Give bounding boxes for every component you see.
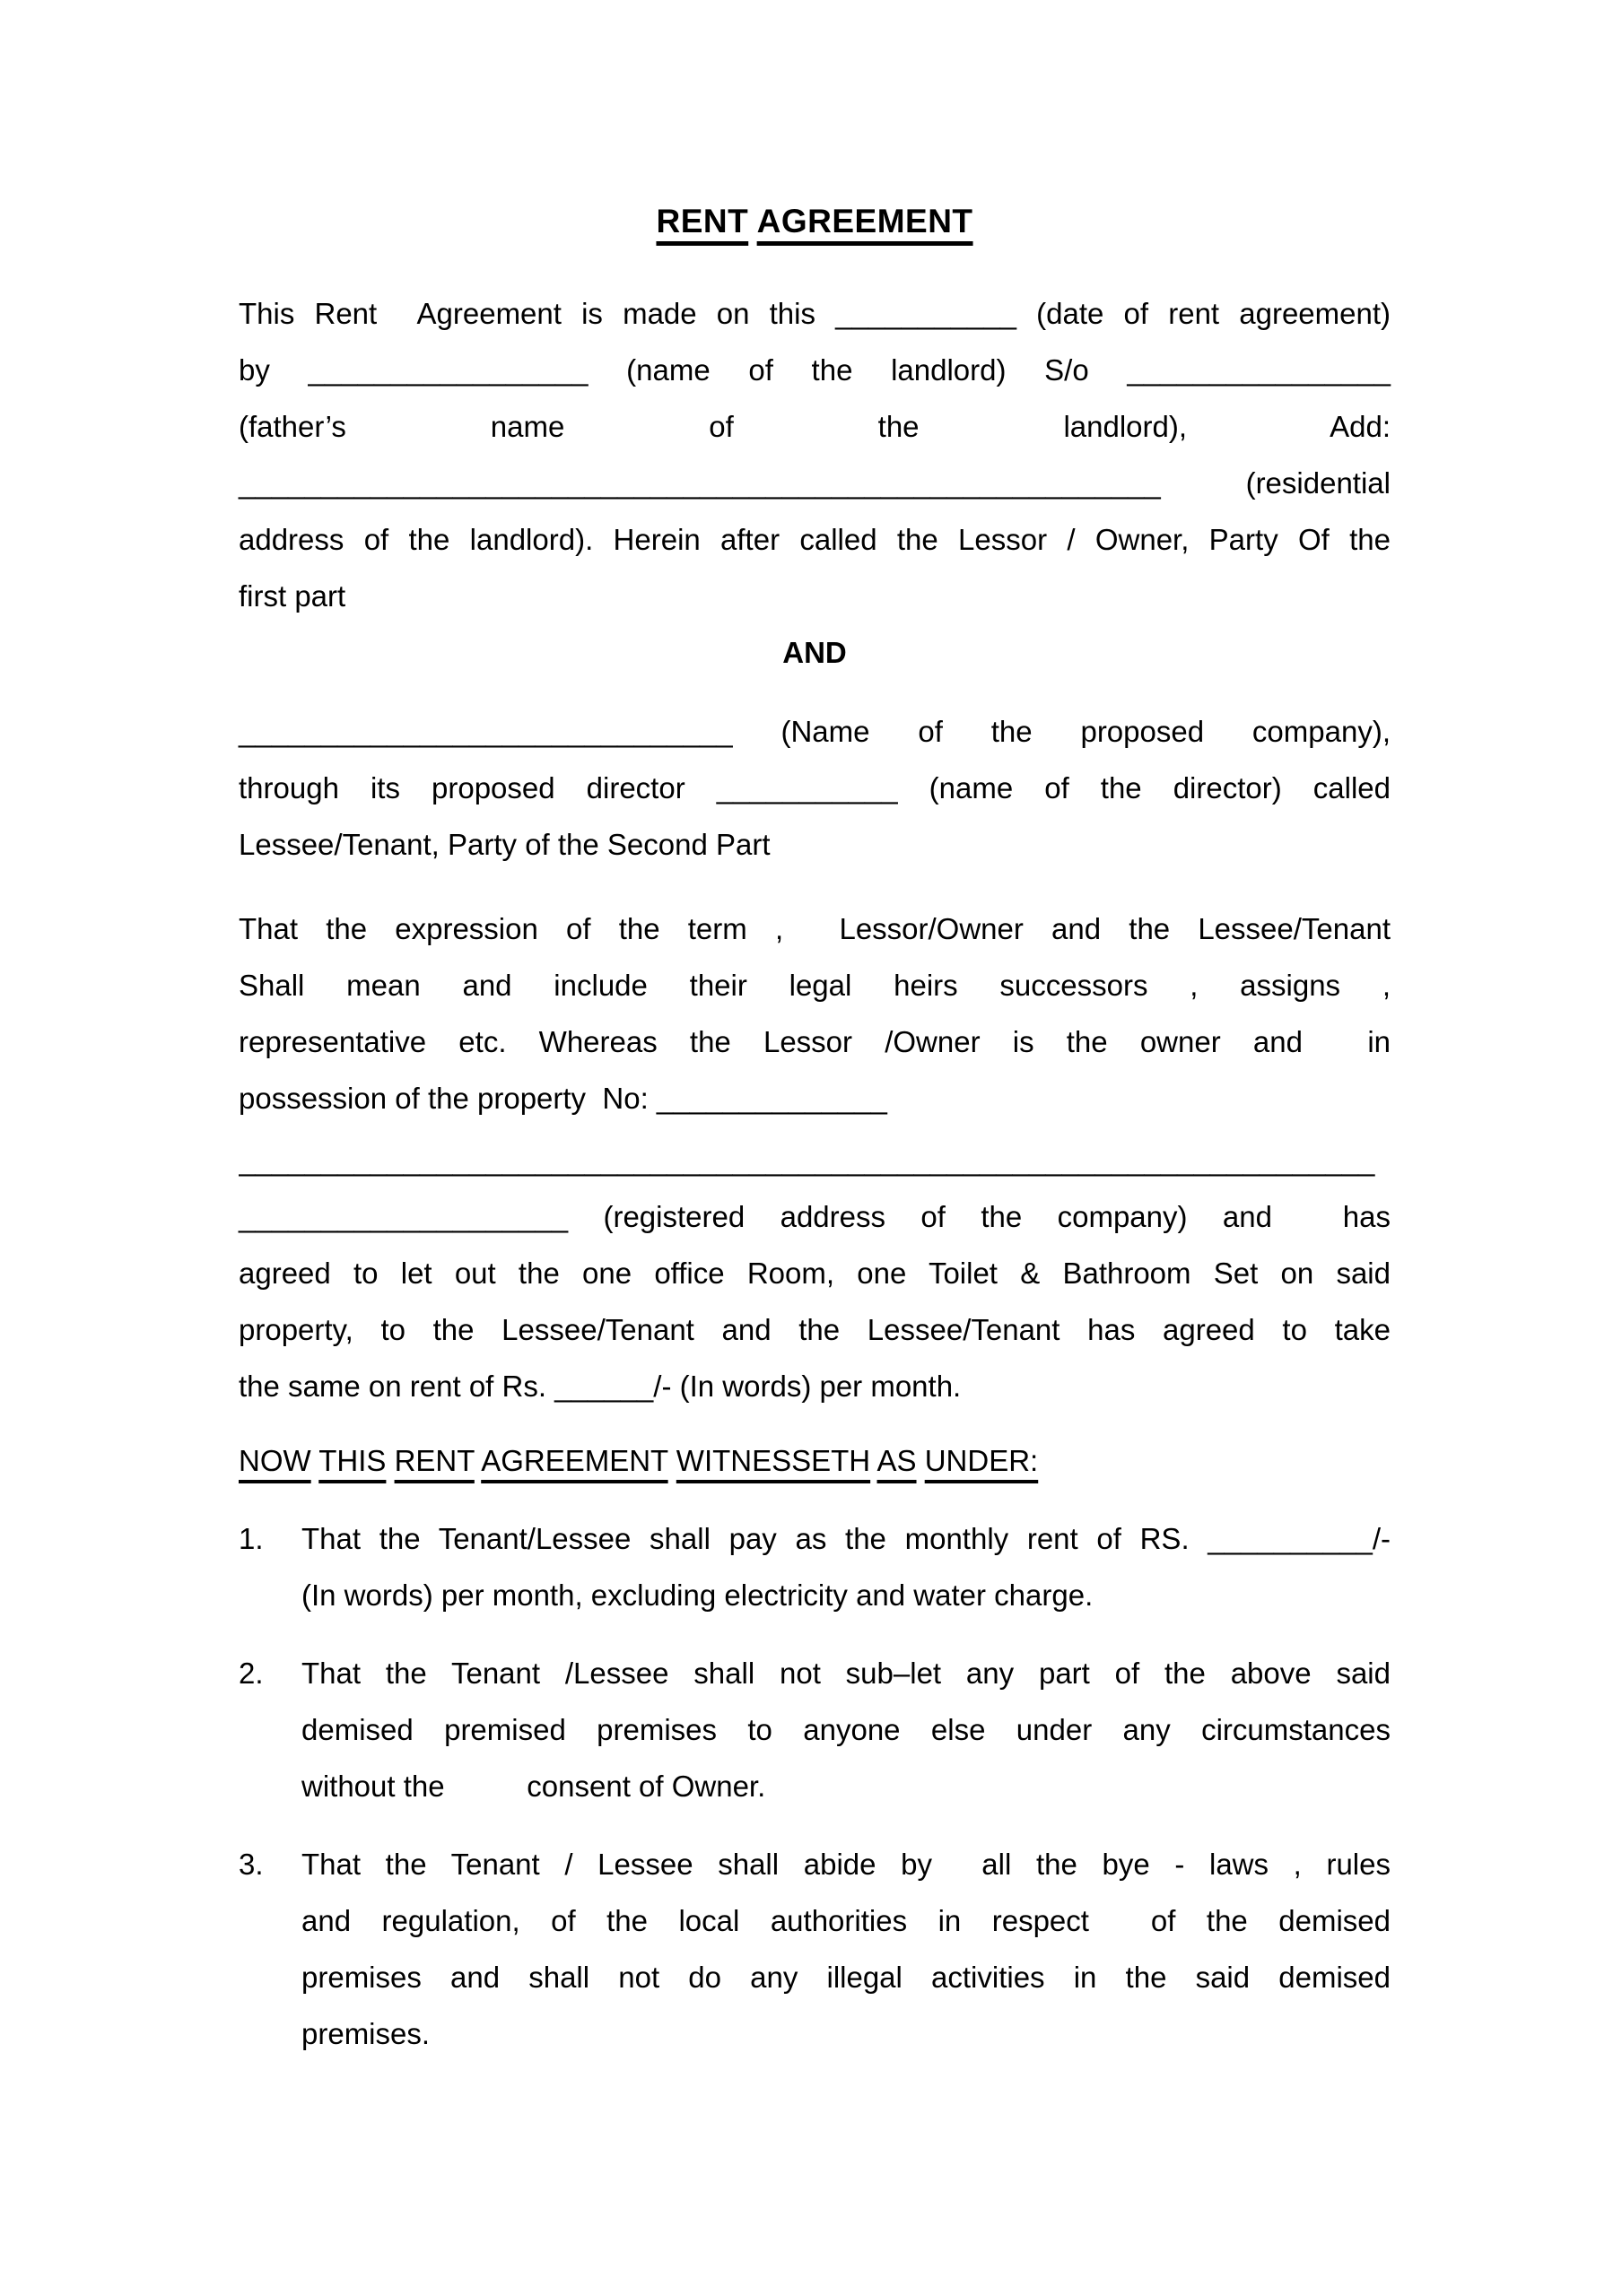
heading-word: NOW xyxy=(239,1444,311,1477)
clause-text xyxy=(301,1645,1391,1814)
clause-line: and regulation, of the local authorities in respect of the demised xyxy=(301,1904,1391,1937)
paragraph-line: ______________________________ (Name of the proposed company), xyxy=(239,715,1391,748)
company-paragraph xyxy=(239,703,1391,873)
heading-word: RENT xyxy=(394,1444,475,1477)
clause-item xyxy=(239,1836,1391,2062)
paragraph-line: property, to the Lessee/Tenant and the Lessee/Tenant has agreed to take xyxy=(239,1313,1391,1346)
heading-word: AGREEMENT xyxy=(481,1444,668,1477)
property-paragraph xyxy=(239,1132,1391,1414)
paragraph-line: through its proposed director ___________ (name of the director) called xyxy=(239,771,1391,804)
paragraph-line: Shall mean and include their legal heirs successors , assigns , xyxy=(239,969,1391,1002)
clause-item xyxy=(239,1510,1391,1623)
clause-number: 1. xyxy=(239,1522,264,1555)
witnesseth-heading xyxy=(239,1432,1391,1489)
clause-line: That the Tenant /Lessee shall not sub–let any part of the above said xyxy=(301,1657,1391,1690)
clause-line: premises and shall not do any illegal activities in the said demised xyxy=(301,1961,1391,1994)
paragraph-line: representative etc. Whereas the Lessor /Owner is the owner and in xyxy=(239,1025,1391,1058)
paragraph-line: possession of the property No: ______________ xyxy=(239,1082,887,1115)
paragraph-line: That the expression of the term , Lessor/Owner and the Lessee/Tenant xyxy=(239,912,1391,945)
paragraph-line: first part xyxy=(239,579,346,613)
blank-fill-line: _____________________________________________________________________ xyxy=(239,1144,1375,1177)
paragraph-line: ____________________ (registered address of the company) and has xyxy=(239,1200,1391,1233)
clause-line: That the Tenant / Lessee shall abide by all the bye - laws , rules xyxy=(301,1848,1391,1881)
clause-line: That the Tenant/Lessee shall pay as the monthly rent of RS. __________/- xyxy=(301,1522,1391,1555)
clause-line: demised premised premises to anyone else under any circumstances xyxy=(301,1713,1391,1746)
opening-paragraph xyxy=(239,285,1391,624)
paragraph-line: the same on rent of Rs. ______/- (In words) per month. xyxy=(239,1370,962,1403)
heading-word: AS xyxy=(876,1444,917,1477)
paragraph-line: (father’s name of the landlord), Add: xyxy=(239,410,1391,443)
paragraph-line: Lessee/Tenant, Party of the Second Part xyxy=(239,828,771,861)
clause-number: 3. xyxy=(239,1848,264,1881)
paragraph-line: ________________________________________________________ (residential xyxy=(239,466,1391,500)
title-word: AGREEMENT xyxy=(756,203,973,239)
and-heading: AND xyxy=(782,636,847,669)
clause-list xyxy=(239,1510,1391,2062)
heading-word: WITNESSETH xyxy=(676,1444,871,1477)
title-word: RENT xyxy=(656,203,749,239)
clause-line: (In words) per month, excluding electricity and water charge. xyxy=(301,1578,1094,1612)
document-title xyxy=(239,192,1391,251)
paragraph-line: agreed to let out the one office Room, one Toilet & Bathroom Set on said xyxy=(239,1257,1391,1290)
paragraph-line: address of the landlord). Herein after called the Lessor / Owner, Party Of the xyxy=(239,523,1391,556)
document-content xyxy=(239,0,1391,2062)
heading-word: THIS xyxy=(318,1444,387,1477)
paragraph-line: by _________________ (name of the landlord) S/o ________________ xyxy=(239,353,1391,387)
heading-word: UNDER: xyxy=(924,1444,1039,1477)
clause-item xyxy=(239,1645,1391,1814)
clause-line: without the consent of Owner. xyxy=(301,1770,766,1803)
clause-text xyxy=(301,1836,1391,2062)
paragraph-line: This Rent Agreement is made on this ___________ (date of rent agreement) xyxy=(239,297,1391,330)
clause-text xyxy=(301,1510,1391,1623)
clause-line: premises. xyxy=(301,2017,431,2050)
expression-paragraph xyxy=(239,900,1391,1126)
clause-number: 2. xyxy=(239,1657,264,1690)
